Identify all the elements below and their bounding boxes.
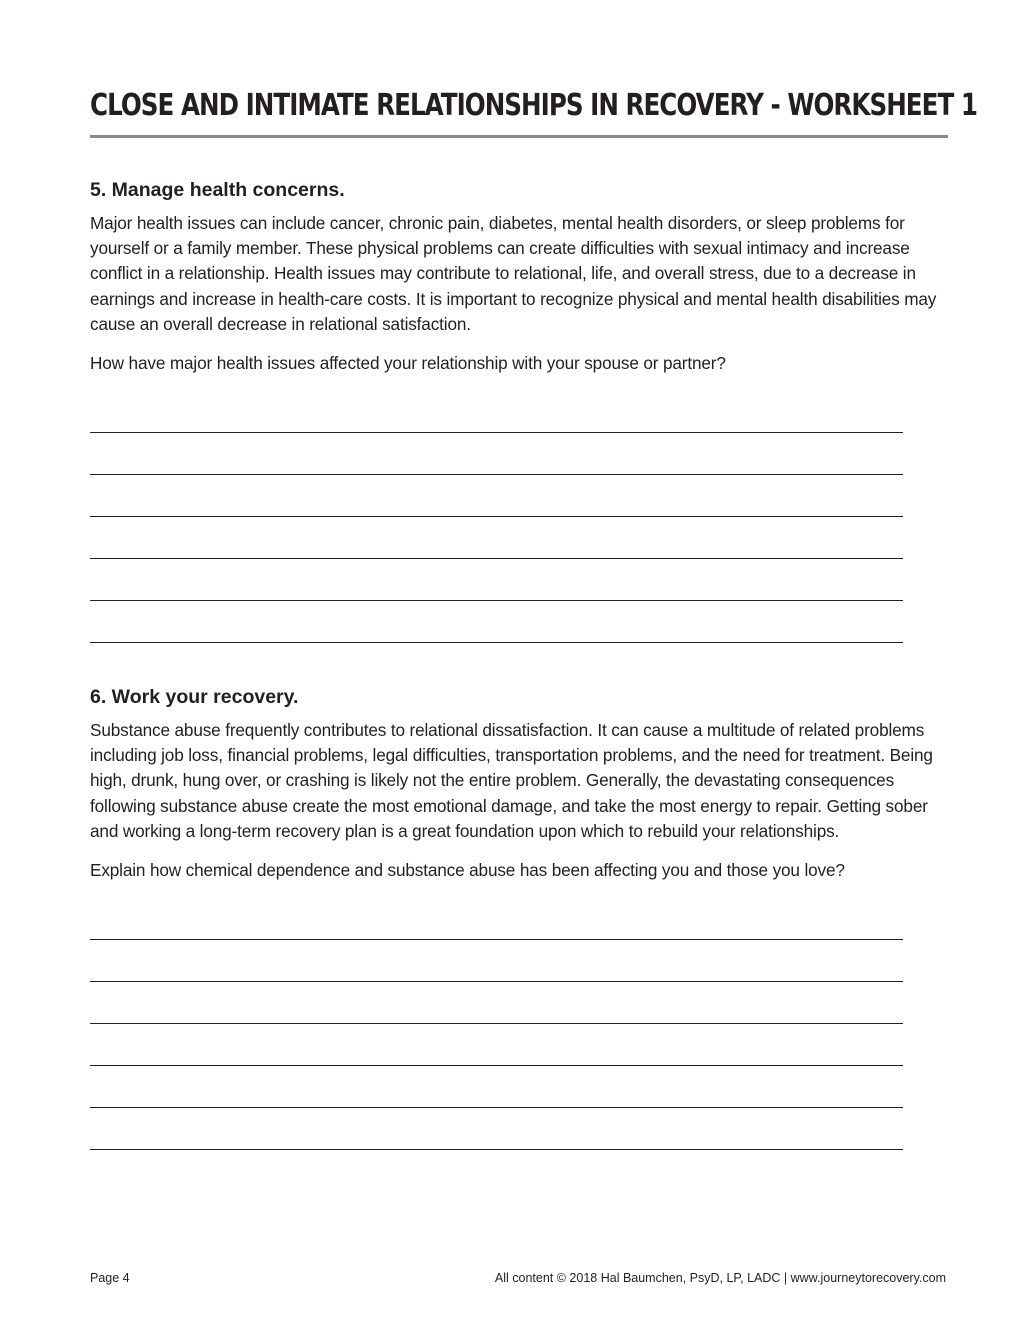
answer-line[interactable] bbox=[90, 475, 903, 517]
answer-line[interactable] bbox=[90, 601, 903, 643]
answer-line[interactable] bbox=[90, 1024, 903, 1066]
answer-line[interactable] bbox=[90, 905, 903, 940]
section-body: Major health issues can include cancer, chronic pain, diabetes, mental health disorders, or sleep problems for yourself or a family member. These physical problems can create difficulties with sexual intimacy and increase conflict in a relationship. Health issues may contribute to relational, life, and overall stress, due to a decrease in earnings and increase in health-care costs. It is important to recognize physical and mental health disabilities may cause an overall decrease in relational satisfaction. bbox=[90, 213, 937, 334]
copyright-notice: All content © 2018 Hal Baumchen, PsyD, LP, LADC | www.journeytorecovery.com bbox=[494, 1271, 946, 1285]
section-question: Explain how chemical dependence and substance abuse has been affecting you and those you love? bbox=[90, 860, 845, 881]
section-heading: 5. Manage health concerns. bbox=[90, 179, 345, 201]
answer-line[interactable] bbox=[90, 433, 903, 475]
section-work-recovery bbox=[90, 684, 950, 1150]
section-heading: 6. Work your recovery. bbox=[90, 686, 299, 708]
answer-line[interactable] bbox=[90, 517, 903, 559]
answer-lines bbox=[90, 905, 903, 1150]
answer-line[interactable] bbox=[90, 1108, 903, 1150]
answer-line[interactable] bbox=[90, 982, 903, 1024]
answer-line[interactable] bbox=[90, 559, 903, 601]
worksheet-title: CLOSE AND INTIMATE RELATIONSHIPS IN RECOVERY - WORKSHEET 1 bbox=[90, 88, 977, 123]
answer-line[interactable] bbox=[90, 398, 903, 433]
answer-lines bbox=[90, 398, 903, 643]
section-body: Substance abuse frequently contributes to relational dissatisfaction. It can cause a multitude of related problems including job loss, financial problems, legal difficulties, transportation problems, and the need for treatment. Being high, drunk, hung over, or crashing is likely not the entire problem. Generally, the devastating consequences following substance abuse create the most emotional damage, and take the most energy to repair. Getting sober and working a long-term recovery plan is a great foundation upon which to rebuild your relationships. bbox=[90, 720, 933, 841]
section-question: How have major health issues affected your relationship with your spouse or partner? bbox=[90, 353, 726, 374]
title-divider bbox=[90, 135, 948, 138]
page-number: Page 4 bbox=[90, 1271, 130, 1285]
answer-line[interactable] bbox=[90, 940, 903, 982]
section-manage-health bbox=[90, 177, 950, 643]
answer-line[interactable] bbox=[90, 1066, 903, 1108]
